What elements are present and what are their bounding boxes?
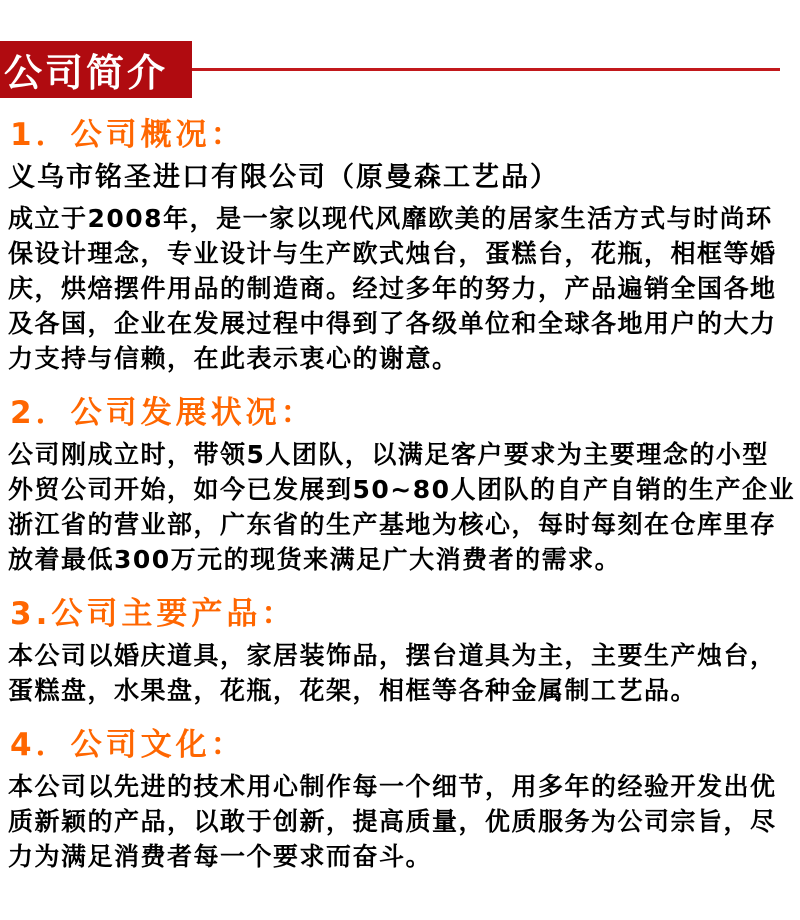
section-3-heading: 3.公司主要产品： xyxy=(10,596,297,632)
paragraph-line: 力支持与信赖，在此表示衷心的谢意。 xyxy=(8,344,459,373)
section-main-products xyxy=(8,596,792,708)
paragraph-line: 及各国，企业在发展过程中得到了各级单位和全球各地用户的大力 xyxy=(8,309,777,338)
section-2-paragraph xyxy=(8,437,796,577)
paragraph-line: 力为满足消费者每一个要求而奋斗。 xyxy=(8,842,433,871)
paragraph-line: 庆，烘焙摆件用品的制造商。经过多年的努力，产品遍销全国各地 xyxy=(8,274,777,303)
banner-title-box xyxy=(0,41,192,98)
section-company-development xyxy=(8,395,796,577)
section-company-culture xyxy=(8,727,792,874)
section-banner xyxy=(0,41,800,98)
paragraph-line: 公司刚成立时，带领5人团队，以满足客户要求为主要理念的小型 xyxy=(8,440,769,469)
paragraph-line: 浙江省的营业部，广东省的生产基地为核心，每时每刻在仓库里存 xyxy=(8,510,777,539)
paragraph-line: 放着最低300万元的现货来满足广大消费者的需求。 xyxy=(8,545,622,574)
banner-title: 公司简介 xyxy=(4,51,169,95)
paragraph-line: 蛋糕盘，水果盘，花瓶，花架，相框等各种金属制工艺品。 xyxy=(8,676,698,705)
section-4-paragraph xyxy=(8,769,792,874)
section-4-heading: 4．公司文化： xyxy=(10,727,246,763)
section-2-heading: 2．公司发展状况： xyxy=(10,395,316,431)
section-3-paragraph xyxy=(8,638,792,708)
paragraph-line: 本公司以先进的技术用心制作每一个细节，用多年的经验开发出优 xyxy=(8,772,777,801)
profile-content xyxy=(0,117,800,874)
paragraph-line: 成立于2008年，是一家以现代风靡欧美的居家生活方式与时尚环 xyxy=(8,204,773,233)
paragraph-line: 保设计理念，专业设计与生产欧式烛台，蛋糕台，花瓶，相框等婚 xyxy=(8,239,777,268)
section-1-paragraph xyxy=(8,201,792,376)
section-company-overview xyxy=(8,117,792,376)
paragraph-line: 外贸公司开始，如今已发展到50~80人团队的自产自销的生产企业 xyxy=(8,475,796,504)
paragraph-line: 本公司以婚庆道具，家居装饰品，摆台道具为主，主要生产烛台， xyxy=(8,641,777,670)
section-1-heading: 1．公司概况： xyxy=(10,117,246,153)
banner-rule-line xyxy=(192,68,780,71)
company-name-line: 义乌市铭圣进口有限公司（原曼森工艺品） xyxy=(8,162,559,193)
paragraph-line: 质新颖的产品，以敢于创新，提高质量，优质服务为公司宗旨，尽 xyxy=(8,807,777,836)
